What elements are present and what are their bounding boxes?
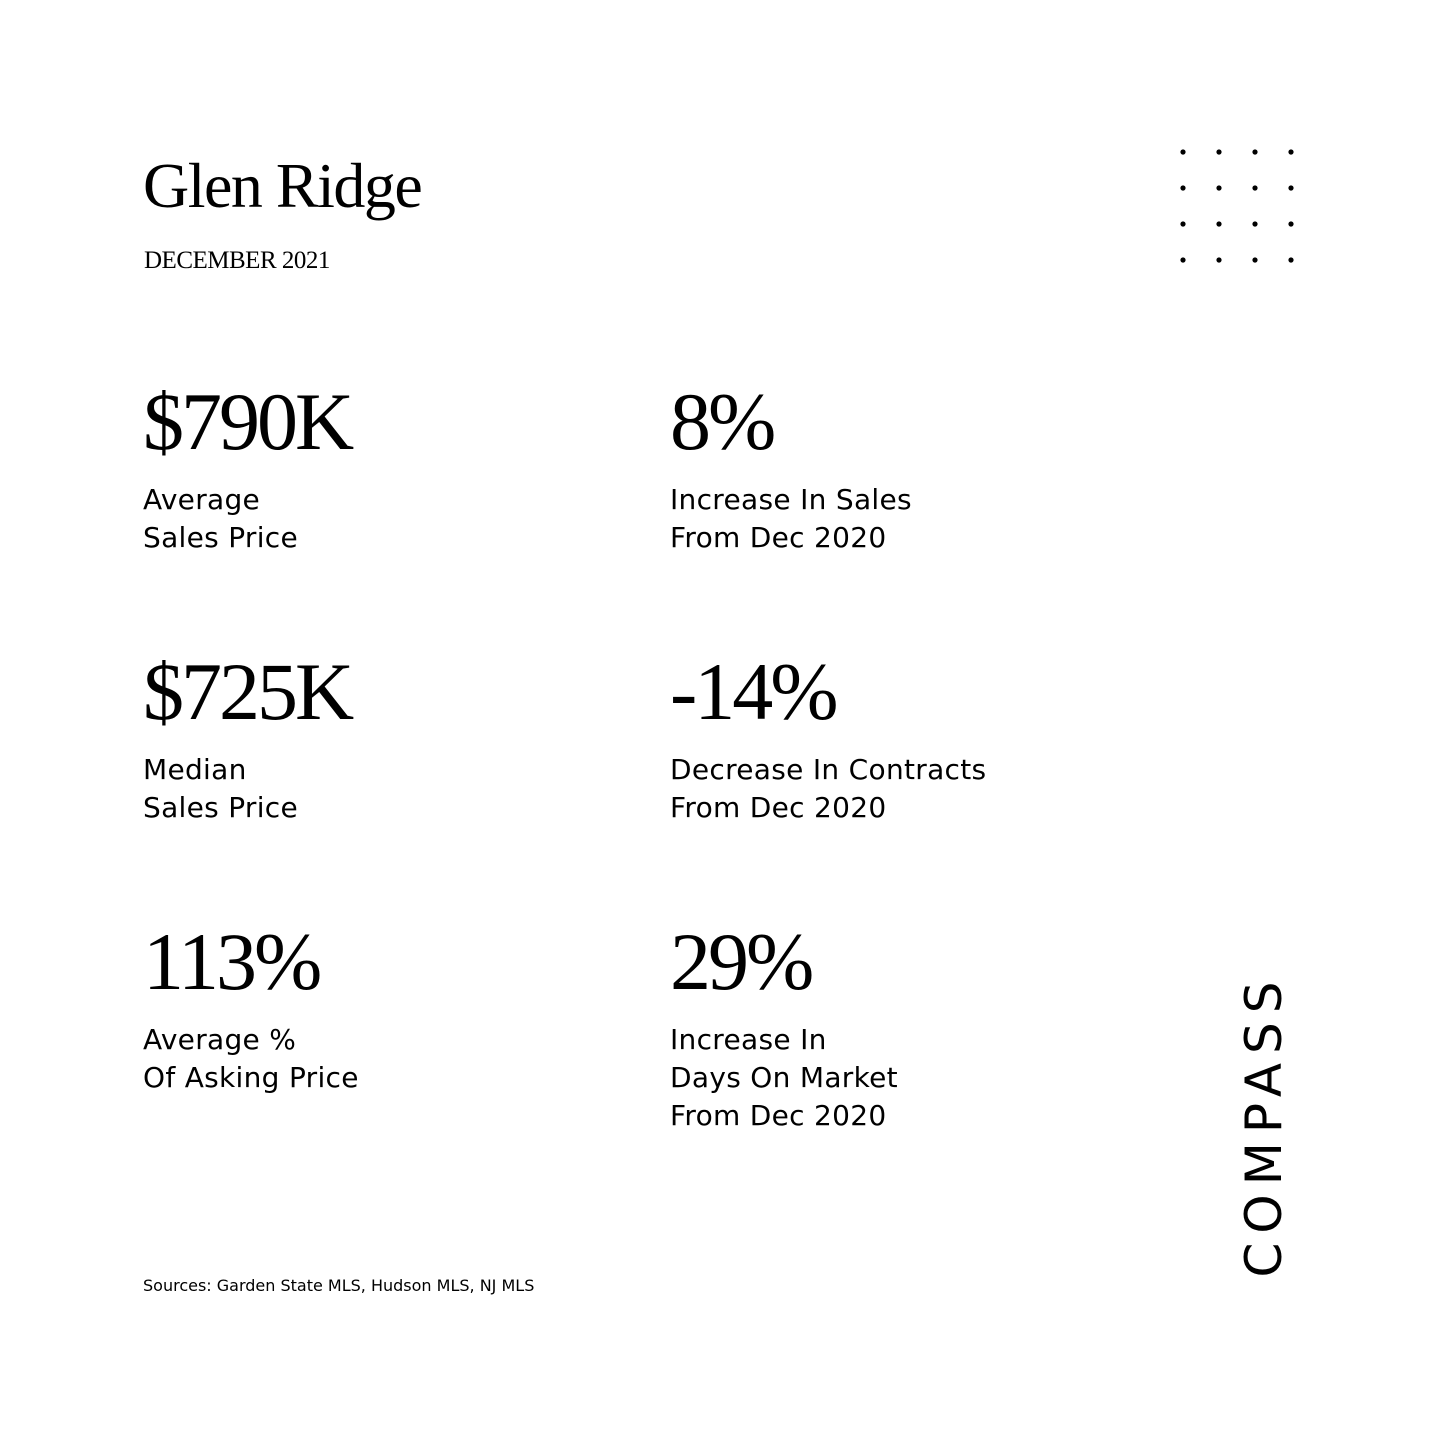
sources-note: Sources: Garden State MLS, Hudson MLS, NJ MLS	[143, 1276, 535, 1295]
decor-dot	[1288, 149, 1293, 154]
stat-label: Average % Of Asking Price	[143, 1023, 359, 1094]
stat-value: $790K	[143, 376, 352, 467]
stat-value: -14%	[670, 646, 836, 737]
compass-logo	[1235, 957, 1293, 1293]
stat-label: Decrease In Contracts From Dec 2020	[670, 753, 987, 824]
stat-label: Increase In Days On Market From Dec 2020	[670, 1023, 898, 1132]
decor-dot	[1252, 185, 1257, 190]
stat-value: 29%	[670, 916, 812, 1007]
decor-dot	[1288, 257, 1293, 262]
decor-dot	[1216, 221, 1221, 226]
stat-label: Increase In Sales From Dec 2020	[670, 483, 912, 554]
compass-logo-text: COMPASS	[1235, 972, 1293, 1278]
dot-grid-decoration	[1177, 146, 1297, 266]
stat-contracts-decrease	[670, 647, 1150, 827]
stat-sales-increase	[670, 377, 1150, 557]
stat-label: Average Sales Price	[143, 483, 299, 554]
decor-dot	[1216, 257, 1221, 262]
decor-dot	[1252, 149, 1257, 154]
stat-days-on-market-increase	[670, 917, 1150, 1135]
decor-dot	[1180, 185, 1185, 190]
decor-dot	[1180, 257, 1185, 262]
stat-average-of-asking	[143, 917, 623, 1097]
decor-dot	[1216, 185, 1221, 190]
stat-value: 113%	[143, 916, 320, 1007]
decor-dot	[1288, 185, 1293, 190]
stat-value: 8%	[670, 376, 774, 467]
report-date: DECEMBER 2021	[144, 247, 330, 274]
stat-median-sales-price	[143, 647, 623, 827]
decor-dot	[1180, 149, 1185, 154]
decor-dot	[1288, 221, 1293, 226]
decor-dot	[1180, 221, 1185, 226]
stat-value: $725K	[143, 646, 352, 737]
page-title: Glen Ridge	[143, 150, 422, 221]
stat-label: Median Sales Price	[143, 753, 299, 824]
decor-dot	[1216, 149, 1221, 154]
decor-dot	[1252, 221, 1257, 226]
stat-average-sales-price	[143, 377, 623, 557]
decor-dot	[1252, 257, 1257, 262]
